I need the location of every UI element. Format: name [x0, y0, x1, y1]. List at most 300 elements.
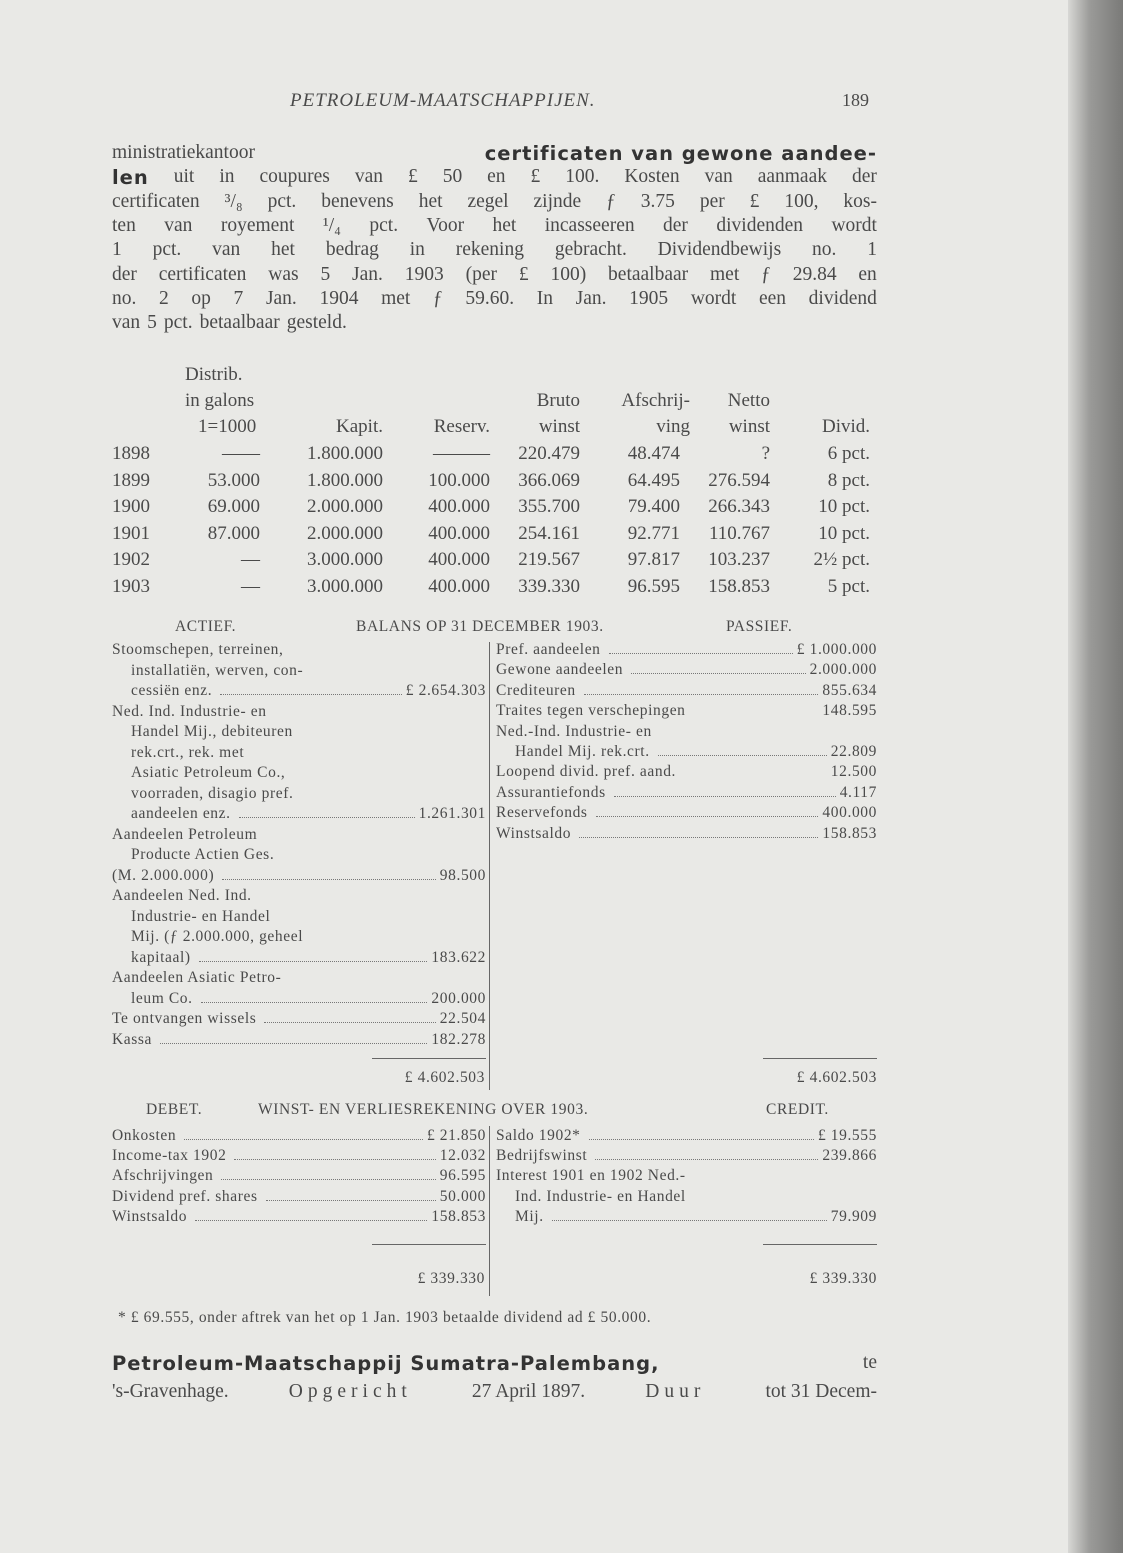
dot-leader [609, 652, 793, 654]
credit-label: Mij. [515, 1207, 544, 1225]
actief-label: Aandeelen Petroleum [112, 825, 258, 843]
passief-label: Winstsaldo [496, 824, 572, 842]
table-cell: 96.595 [627, 576, 680, 597]
paragraph-word: 59.60. [465, 287, 515, 309]
dot-leader [220, 693, 402, 695]
table-cell: 5 pct. [827, 576, 870, 597]
dot-leader [199, 960, 428, 962]
actief-row [131, 723, 486, 743]
actief-value: 1.261.301 [418, 805, 486, 822]
actief-label: Industrie- en Handel [131, 907, 271, 925]
paragraph-word: ƒ [761, 263, 771, 285]
paragraph-word: zijnde [533, 190, 582, 212]
paragraph-word: een [758, 287, 787, 309]
actief-row [131, 908, 486, 928]
paragraph-word: Jan. [352, 263, 383, 285]
table-header-distrib: Distrib. [185, 364, 243, 385]
actief-value: 183.622 [431, 948, 486, 966]
actief-row [112, 887, 486, 907]
balance-passief-label: PASSIEF. [726, 618, 793, 635]
paragraph-word: ¹/₄ [322, 214, 341, 236]
paragraph-word: het [418, 190, 443, 212]
pl-debet-label: DEBET. [146, 1101, 203, 1118]
credit-value: 79.909 [830, 1207, 877, 1225]
table-cell: 110.767 [708, 522, 770, 544]
actief-label: (M. 2.000.000) [112, 866, 215, 884]
table-cell-year: 1902 [112, 549, 150, 571]
paragraph-word: 100) [550, 263, 587, 285]
passief-value: 4.117 [839, 783, 877, 801]
paragraph-word: 1905 [629, 287, 669, 309]
table-cell: 103.237 [708, 549, 770, 571]
paragraph-line [112, 166, 877, 189]
dot-leader [184, 1138, 423, 1140]
paragraph-word: no. [112, 287, 137, 309]
next-entry-word: Opgericht [288, 1381, 412, 1402]
table-cell: 69.000 [207, 496, 260, 518]
paragraph-word: gebracht. [554, 239, 627, 261]
table-cell: 3.000.000 [307, 576, 383, 597]
paragraph-word: van [354, 166, 383, 188]
debet-value: 12.032 [439, 1147, 486, 1165]
actief-row [112, 826, 486, 846]
passief-label: Handel Mij. rek.crt. [515, 743, 650, 760]
passief-label: Ned.-Ind. Industrie- en [496, 722, 652, 740]
debet-row [112, 1188, 486, 1208]
paragraph-word: 100, [784, 190, 819, 212]
paragraph-word: 5 [320, 263, 331, 285]
credit-value: 239.866 [822, 1147, 877, 1165]
paragraph-word: kos- [843, 190, 877, 212]
paragraph-word: wordt [831, 214, 877, 236]
table-column-header: winst [728, 416, 770, 437]
table-cell: 2.000.000 [307, 522, 383, 544]
table-cell-year: 1898 [112, 443, 150, 464]
credit-label: Interest 1901 en 1902 Ned.- [496, 1167, 686, 1185]
dot-leader [552, 1219, 827, 1221]
balance-divider [489, 642, 490, 1090]
passief-row [496, 723, 877, 743]
passief-value: 158.853 [822, 824, 877, 842]
debet-row [112, 1208, 486, 1228]
actief-row [112, 867, 486, 887]
debet-value: 158.853 [431, 1207, 486, 1225]
debet-label: Dividend pref. shares [112, 1187, 258, 1205]
paragraph-word: 1 [112, 239, 122, 261]
actief-row [131, 949, 486, 969]
dot-leader [584, 693, 819, 695]
pl-footnote: * £ 69.555, onder aftrek van het op 1 Jan. 1903 betaalde dividend ad £ 50.000. [118, 1309, 652, 1326]
actief-row [131, 990, 486, 1010]
paragraph-word: van [112, 312, 141, 334]
actief-row [131, 785, 486, 805]
passief-value: 2.000.000 [809, 661, 877, 679]
table-cell: 6 pct. [827, 443, 870, 464]
paragraph-word: der [663, 214, 688, 236]
credit-value: £ 19.555 [817, 1127, 877, 1144]
table-cell: 97.817 [627, 549, 680, 571]
page-number: 189 [842, 90, 869, 110]
paragraph-word: ten [112, 214, 136, 236]
paragraph-word: 1 [867, 239, 877, 261]
table-cell-year: 1903 [112, 576, 150, 597]
actief-label: installatiën, werven, con- [131, 661, 304, 679]
actief-label: Asiatic Petroleum Co., [131, 764, 286, 781]
paragraph-word: coupures [259, 166, 330, 188]
passief-label: Pref. aandeelen [496, 641, 601, 658]
paragraph-word: betaalbaar [199, 312, 280, 334]
debet-label: Onkosten [112, 1127, 177, 1144]
debet-row [112, 1147, 486, 1167]
actief-label: leum Co. [131, 989, 193, 1007]
paragraph-word: rekening [455, 239, 524, 261]
paragraph-word: het [492, 214, 517, 236]
passief-value: 855.634 [822, 681, 877, 699]
table-cell: 276.594 [708, 469, 770, 491]
actief-row [131, 744, 486, 764]
dot-leader [160, 1042, 427, 1044]
paragraph-word: ³/₈ [224, 190, 243, 212]
table-cell-year: 1899 [112, 469, 150, 491]
actief-value: 200.000 [431, 989, 486, 1007]
paragraph-word: 100. [565, 166, 600, 188]
next-entry-line-2 [112, 1381, 877, 1403]
paragraph-word: no. [812, 239, 837, 261]
passief-row [496, 825, 877, 845]
paragraph-word: benevens [321, 190, 394, 212]
balance-total-rule-left [372, 1058, 486, 1059]
paragraph-word: pct. [267, 190, 297, 212]
bold-phrase: len [112, 166, 149, 190]
paragraph-word: zegel [467, 190, 509, 212]
paragraph-word: het [271, 239, 295, 261]
paragraph-word: van [212, 239, 241, 261]
paragraph-word: dividenden [716, 214, 804, 236]
table-cell: 10 pct. [818, 522, 870, 544]
actief-label: Aandeelen Asiatic Petro- [112, 969, 282, 986]
actief-row [131, 764, 486, 784]
paragraph-word: der [112, 263, 137, 285]
pl-total-right: £ 339.330 [809, 1270, 877, 1287]
table-cell: 48.474 [627, 443, 680, 464]
credit-row [515, 1188, 877, 1208]
next-entry-word: tot 31 Decem- [765, 1381, 877, 1402]
actief-label: rek.crt., rek. met [131, 743, 245, 761]
paragraph-word: Dividendbewijs [657, 239, 782, 261]
actief-label: voorraden, disagio pref. [131, 784, 294, 802]
table-cell: 219.567 [518, 549, 580, 571]
actief-label: Stoomschepen, terreinen, [112, 641, 284, 658]
table-column-header: Netto [727, 390, 770, 411]
actief-row [131, 682, 486, 702]
passief-label: Crediteuren [496, 681, 576, 699]
balance-total-rule-right [763, 1058, 877, 1059]
passief-label: Assurantiefonds [496, 783, 606, 801]
table-cell: 8 pct. [827, 469, 870, 491]
table-cell: 10 pct. [818, 496, 870, 518]
table-cell: 366.069 [518, 469, 580, 491]
actief-label: Te ontvangen wissels [112, 1010, 257, 1027]
paragraph-word: der [851, 166, 877, 188]
passief-row [496, 661, 877, 681]
passief-value: 400.000 [822, 804, 877, 822]
paragraph-word: van [164, 214, 193, 236]
actief-row [112, 969, 486, 989]
paragraph-word: dividend [808, 287, 877, 309]
next-entry-word: Duur [645, 1381, 706, 1402]
balance-total-right: £ 4.602.503 [796, 1069, 877, 1086]
table-cell: 220.479 [518, 443, 580, 464]
table-cell: — [241, 549, 260, 571]
credit-label: Saldo 1902* [496, 1127, 581, 1144]
table-cell: 400.000 [428, 576, 490, 597]
paragraph-word: aanmaak [757, 166, 827, 188]
paragraph-word: per [699, 190, 725, 212]
passief-row [496, 784, 877, 804]
passief-label: Loopend divid. pref. aand. [496, 763, 677, 781]
table-cell: — [241, 576, 260, 597]
paragraph-word: uit [173, 166, 195, 188]
dot-leader [614, 795, 836, 797]
table-cell: 400.000 [428, 496, 490, 518]
paragraph-word: In [536, 287, 554, 309]
paragraph-word: in [409, 239, 425, 261]
paragraph-word: met [710, 263, 740, 285]
debet-row [112, 1127, 486, 1147]
dot-leader [195, 1219, 427, 1221]
paragraph-word: gesteld. [286, 312, 347, 334]
paragraph-word: van [704, 166, 733, 188]
pl-divider [489, 1126, 490, 1296]
paragraph-word: 7 [233, 287, 244, 309]
pl-total-left: £ 339.330 [417, 1270, 485, 1287]
credit-row [496, 1147, 877, 1167]
paragraph-word: £ [407, 166, 418, 188]
balance-total-left: £ 4.602.503 [404, 1069, 485, 1086]
paragraph-word: 3.75 [640, 190, 675, 212]
table-column-header: winst [538, 416, 580, 437]
dot-leader [239, 816, 415, 818]
actief-value: £ 2.654.303 [405, 682, 486, 699]
table-column-header: Bruto [536, 390, 580, 411]
running-header: PETROLEUM-MAATSCHAPPIJEN. [290, 90, 596, 111]
paragraph-word: in [219, 166, 235, 188]
debet-label: Afschrijvingen [112, 1167, 214, 1185]
credit-row [496, 1127, 877, 1147]
next-entry-word: 's-Gravenhage. [112, 1381, 229, 1402]
passief-row [496, 641, 877, 661]
table-cell: 53.000 [207, 469, 260, 491]
table-column-header: Kapit. [336, 416, 383, 437]
paragraph-word: was [268, 263, 299, 285]
company-name: Petroleum-Maatschappij Sumatra-Palembang, [112, 1352, 660, 1375]
table-cell: 92.771 [627, 522, 680, 544]
bold-phrase: certificaten van gewone aandee- [484, 142, 877, 165]
paragraph-word: op [191, 287, 211, 309]
actief-label: Aandeelen Ned. Ind. [112, 887, 252, 904]
credit-row [496, 1167, 877, 1187]
paragraph-line [112, 142, 877, 165]
table-column-header: Reserv. [433, 416, 490, 437]
dot-leader [631, 672, 806, 674]
actief-row [112, 703, 486, 723]
passief-row [496, 804, 877, 824]
paragraph-word: pct. [152, 239, 182, 261]
table-cell: —— [222, 443, 260, 464]
paragraph-word: met [381, 287, 411, 309]
actief-label: Mij. (ƒ 2.000.000, geheel [131, 928, 304, 945]
actief-label: aandeelen enz. [131, 805, 231, 822]
next-entry-word: 27 April 1897. [471, 1381, 586, 1402]
dot-leader [222, 878, 436, 880]
dot-leader [201, 1001, 428, 1003]
credit-row [515, 1208, 877, 1228]
debet-label: Winstsaldo [112, 1207, 188, 1225]
paragraph-word: 50 [442, 166, 463, 188]
paragraph-word: £ [518, 263, 529, 285]
dot-leader [595, 1158, 818, 1160]
paragraph-word: (per [465, 263, 498, 285]
paragraph-word: incasseeren [544, 214, 635, 236]
paragraph-word: certificaten [112, 190, 200, 212]
dot-leader [234, 1158, 435, 1160]
paragraph-line [112, 215, 877, 237]
actief-value: 182.278 [431, 1030, 486, 1048]
actief-label: kapitaal) [131, 948, 191, 966]
actief-label: Handel Mij., debiteuren [131, 723, 293, 740]
table-cell: 1.800.000 [307, 443, 383, 464]
table-cell: 87.000 [207, 522, 260, 544]
debet-value: 96.595 [439, 1167, 486, 1185]
table-column-header: Afschrij- [621, 390, 690, 411]
paragraph-word: Jan. [265, 287, 297, 309]
paragraph-word: Jan. [575, 287, 607, 309]
table-cell: 158.853 [708, 576, 770, 597]
paragraph-word: ƒ [432, 287, 443, 309]
pl-credit-label: CREDIT. [766, 1101, 829, 1118]
dot-leader [596, 815, 819, 817]
table-cell: 400.000 [428, 522, 490, 544]
passief-value: £ 1.000.000 [796, 641, 877, 658]
actief-value: 98.500 [439, 866, 486, 884]
paragraph-line [112, 312, 347, 334]
debet-label: Income-tax 1902 [112, 1147, 227, 1165]
passief-label: Gewone aandeelen [496, 661, 624, 679]
debet-row [112, 1167, 486, 1187]
paragraph-word: 5 [147, 312, 157, 334]
table-cell-year: 1900 [112, 496, 150, 518]
table-cell: 64.495 [627, 469, 680, 491]
paragraph-line [112, 239, 877, 261]
actief-value: 22.504 [439, 1010, 486, 1027]
table-cell: 2½ pct. [813, 549, 870, 571]
paragraph-word: en [858, 263, 877, 285]
paragraph-line [112, 288, 877, 310]
paragraph-word: 29.84 [792, 263, 837, 285]
passief-row [496, 682, 877, 702]
paragraph-word: 1903 [404, 263, 444, 285]
actief-row [131, 846, 486, 866]
passief-row [496, 763, 877, 783]
actief-label: Ned. Ind. Industrie- en [112, 702, 267, 720]
paragraph-word: pct. [369, 214, 399, 236]
balance-actief-label: ACTIEF. [175, 618, 237, 635]
actief-label: Kassa [112, 1030, 153, 1048]
passief-row [515, 743, 877, 763]
dot-leader [266, 1199, 436, 1201]
paragraph-line [112, 264, 877, 286]
credit-label: Ind. Industrie- en Handel [515, 1187, 686, 1205]
paragraph-word: £ [749, 190, 760, 212]
actief-row [112, 1010, 486, 1030]
table-cell: 339.330 [518, 576, 580, 597]
passief-label: Reservefonds [496, 804, 588, 822]
table-cell-year: 1901 [112, 522, 150, 544]
dot-leader [264, 1021, 435, 1023]
table-cell: ? [761, 443, 770, 464]
dot-leader [658, 754, 827, 756]
passief-value: 12.500 [830, 763, 877, 781]
passief-row [496, 702, 877, 722]
pl-total-rule-right [763, 1244, 877, 1245]
actief-label: cessiën enz. [131, 682, 213, 699]
paragraph-word: certificaten [158, 263, 247, 285]
table-cell: 400.000 [428, 549, 490, 571]
next-entry-line-1 [112, 1352, 877, 1375]
actief-row [131, 805, 486, 825]
next-entry-line1-rest: te [862, 1352, 877, 1373]
paragraph-word: betaalbaar [608, 263, 689, 285]
paragraph-word: ƒ [606, 190, 616, 212]
actief-row [112, 641, 486, 661]
pl-total-rule-left [372, 1244, 486, 1245]
paragraph-word: £ [530, 166, 541, 188]
paragraph-word: pct. [163, 312, 193, 334]
paragraph-word: en [487, 166, 506, 188]
actief-row [131, 662, 486, 682]
table-cell: 1.800.000 [307, 469, 383, 491]
paragraph-line [112, 191, 877, 213]
table-cell: 3.000.000 [307, 549, 383, 571]
passief-value: 22.809 [830, 743, 877, 760]
actief-label: Producte Actien Ges. [131, 846, 275, 863]
paragraph-word: Kosten [624, 166, 680, 188]
actief-row [131, 928, 486, 948]
paragraph-word: bedrag [325, 239, 379, 261]
table-cell: 2.000.000 [307, 496, 383, 518]
paragraph-word: 1904 [319, 287, 359, 309]
credit-label: Bedrijfswinst [496, 1147, 588, 1165]
dot-leader [579, 836, 818, 838]
passief-label: Traites tegen verschepingen [496, 702, 686, 720]
actief-row [112, 1031, 486, 1051]
page-edge-shadow [1068, 0, 1123, 1553]
debet-value: £ 21.850 [426, 1127, 486, 1144]
balance-title: BALANS OP 31 DECEMBER 1903. [356, 618, 604, 635]
table-cell: ——— [433, 443, 490, 464]
paragraph-word: royement [220, 214, 295, 236]
table-cell: 254.161 [518, 522, 580, 544]
passief-value: 148.595 [822, 702, 877, 720]
table-cell: 355.700 [518, 496, 580, 518]
paragraph-word: ministratiekantoor [112, 142, 255, 163]
table-header-distrib: 1=1000 [198, 416, 257, 437]
table-cell: 79.400 [627, 496, 680, 518]
dot-leader [221, 1178, 435, 1180]
debet-value: 50.000 [439, 1187, 486, 1205]
table-column-header: ving [656, 416, 690, 437]
table-header-distrib: in galons [185, 390, 255, 411]
